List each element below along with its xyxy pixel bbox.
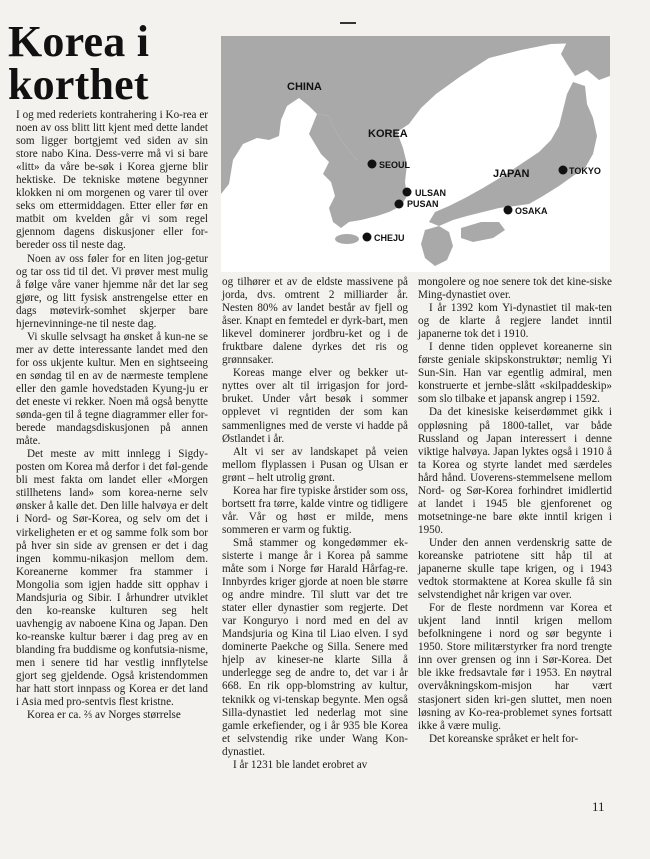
paragraph: Det meste av mitt innlegg i Sigdy-posten om Korea må derfor i det føl-gende bli mest fakta om landet eller «Morgen stillhetens land» som korea-nerne selv ønsker å kalle det. Den lille halvøya er delt i Nord- og Sør-Korea, og selv om det i virkeligheten er et og samme folk som bor på hver sin side av grensen er det i dag ingen kommu-nikasjon mellom dem. Koreanerne kommer fra stammer i Mongolia som igjen hadde sitt opphav i Mandsjuria og Sibir. I århundrer utviklet den ko-reanske kulturen seg helt uavhengig av naboene Kina og Japan. Den ko-reanske kultur bærer i dag preg av en blanding fra buddisme og konfutsia-nisme, men i senere tid har vestlig innflytelse gjort seg gjeldende. Også kristendommen har hatt stort innpass og Korea er det land i Asia med pro-sentvis flest kristne.: [16, 448, 208, 709]
pusan-label: PUSAN: [407, 199, 439, 209]
paragraph: mongolere og noe senere tok det kine-siske Ming-dynastiet over.: [418, 276, 612, 302]
pusan-marker: [395, 200, 404, 209]
page-number: 11: [592, 799, 605, 814]
paragraph: I og med rederiets kontrahering i Ko-rea er noen av oss blitt litt kjent med dette landet som ligger bortgjemt ved siden av sin store nabo Kina. Dess-verre må vi si bare «litt» da våre be-søk i Korea gjerne blir hektiske. De tekniske møtene begynner klokken ni om morgenen og varer til over seks om ettermiddagen. Etter eller før en matbit om kvelden går vi som regel gjennom dagens diskusjoner eller for-bereder oss til neste dag.: [16, 109, 208, 252]
paragraph: Koreas mange elver og bekker ut-nyttes over alt til irrigasjon for jord-bruket. Under vårt besøk i sommer opplevet vi regntiden der som kan sammenlignes med de verste vi hadde på Østlandet i år.: [222, 367, 408, 445]
paragraph: For de fleste nordmenn var Korea et ukjent land inntil krigen mellom befolkningene i nord og sør begynte i 1950. Store militærstyrker fra nord trengte inn over grensen og inn i Sør-Korea. Det ble ikke fredsavtale før i 1953. En nøytral overvåkningskom-misjon har vært stasjonert siden kri-gen sluttet, men noen løsning av Ko-rea-problemet synes fortsatt ikke å være mulig.: [418, 602, 612, 732]
ulsan-marker: [403, 188, 412, 197]
paragraph: Alt vi ser av landskapet på veien mellom flyplassen i Pusan og Ulsan er grønt – helt utrolig grønt.: [222, 445, 408, 484]
paragraph: Under den annen verdenskrig satte de koreanske patriotene sitt håp til at japanerne skulle tape krigen, og i 1943 vedtok stormaktene at Korea skulle få sin selvstendighet når krigen var over.: [418, 536, 612, 602]
paragraph: Da det kinesiske keiserdømmet gikk i oppløsning på 1800-tallet, var både Russland og Japan interessert i denne viktige halvøya. Japan lyktes også i 1910 å ta Korea og styrte landet med særdeles hård hånd. Uoverens-stemmelsene mellom Nord- og Sør-Korea forhindret imidlertid at landet i 1945 ble gjenforenet og motsetninge-ne bare økte inntil krigen i 1950.: [418, 406, 612, 536]
paragraph: I år 1392 kom Yi-dynastiet til mak-ten og de klarte å regjere landet inntil japanerne tok det i 1910.: [418, 302, 612, 341]
paragraph: Noen av oss føler for en liten jog-getur og tar oss tid til det. Vi prøver mest mulig å følge våre vaner hjemme når det lar seg gjøre, og litt fysisk anstrengelse etter en dags møtevirk-somhet skjerper bare hjernevinninge-ne til neste dag.: [16, 252, 208, 330]
title-line-1: Korea i: [8, 17, 150, 66]
paragraph: I år 1231 ble landet erobret av: [233, 758, 368, 771]
osaka-label: OSAKA: [515, 206, 548, 216]
top-dash-mark: [340, 22, 356, 24]
paragraph: I denne tiden opplevet koreanerne sin første geniale skipskonstruktør; nemlig Yi Sun-Sin. Han var egentlig admiral, men konstruerte et jernbe-slått «skilpaddeskip» som slo tilbake et japansk angrep i 1592.: [418, 341, 612, 406]
tokyo-marker: [559, 166, 568, 175]
osaka-marker: [504, 206, 513, 215]
seoul-label: SEOUL: [379, 160, 411, 170]
paragraph: Det koreanske språket er helt for-: [429, 732, 579, 745]
paragraph: og tilhører et av de eldste massivene på jorda, dvs. omtrent 2 milliarder år. Nesten 80% av landet består av fjell og åser. Knapt en femtedel er dyrk-bart, men likevel dominerer jordbru-ket og i de fruktbare dalene dyrkes det ris og grønnsaker.: [222, 276, 408, 367]
cheju-island: [335, 234, 359, 244]
article-title: [8, 17, 213, 109]
paragraph: Korea er ca. ⅔ av Norges størrelse: [27, 709, 181, 722]
japan-label: JAPAN: [493, 168, 530, 180]
text-column-3: [418, 276, 612, 746]
korea-map: [221, 36, 610, 272]
map-graphic: [221, 36, 610, 272]
text-column-2: [222, 276, 408, 772]
korea-label: KOREA: [368, 128, 408, 140]
tokyo-label: TOKYO: [569, 166, 601, 176]
paragraph: Vi skulle selvsagt ha ønsket å kun-ne se mer av dette interessante landet med den for oss ukjente kultur. Men en sightseeing en søndag til en av de nærmeste templene eller den gamle hovedstaden Kyung-ju er det eneste vi rekker. Noen må også benytte sønda-gen til å tegne diagrammer eller for-berede mandagsdiskusjonen på annen måte.: [16, 330, 208, 448]
china-label: CHINA: [287, 81, 322, 93]
ulsan-label: ULSAN: [415, 188, 446, 198]
paragraph: Små stammer og kongedømmer ek-sisterte i mange år i Korea på samme måte som i Norge før Harald Hårfag-re. Innbyrdes kriger gjorde at noen ble større og andre mindre. Til slutt var det tre stater eller dynastier som regjerte. Det var Konguryo i nord med en del av Mandsjuria og Kina til Liao elven. I syd dominerte Paekche og Silla. Senere med hjelp av kineser-ne klarte Silla å underlegge seg de andre to, det var i år 668. En rik opp-blomstring av kultur, teknikk og vi-tenskap begynte. Men også Silla-dynastiet led nederlag mot sine gamle erkefiender, og i år 935 ble Korea et selvstendig rike under Wang Kon-dynastiet.: [222, 536, 408, 758]
cheju-label: CHEJU: [374, 233, 405, 243]
text-column-1: [16, 109, 208, 722]
cheju-marker: [363, 233, 372, 242]
seoul-marker: [368, 160, 377, 169]
title-line-2: korthet: [8, 60, 149, 109]
paragraph: Korea har fire typiske årstider som oss, bortsett fra tørre, kalde vintre og tidligere vår. Vår og høst er milde, mens sommeren er varm og fuktig.: [222, 484, 408, 536]
